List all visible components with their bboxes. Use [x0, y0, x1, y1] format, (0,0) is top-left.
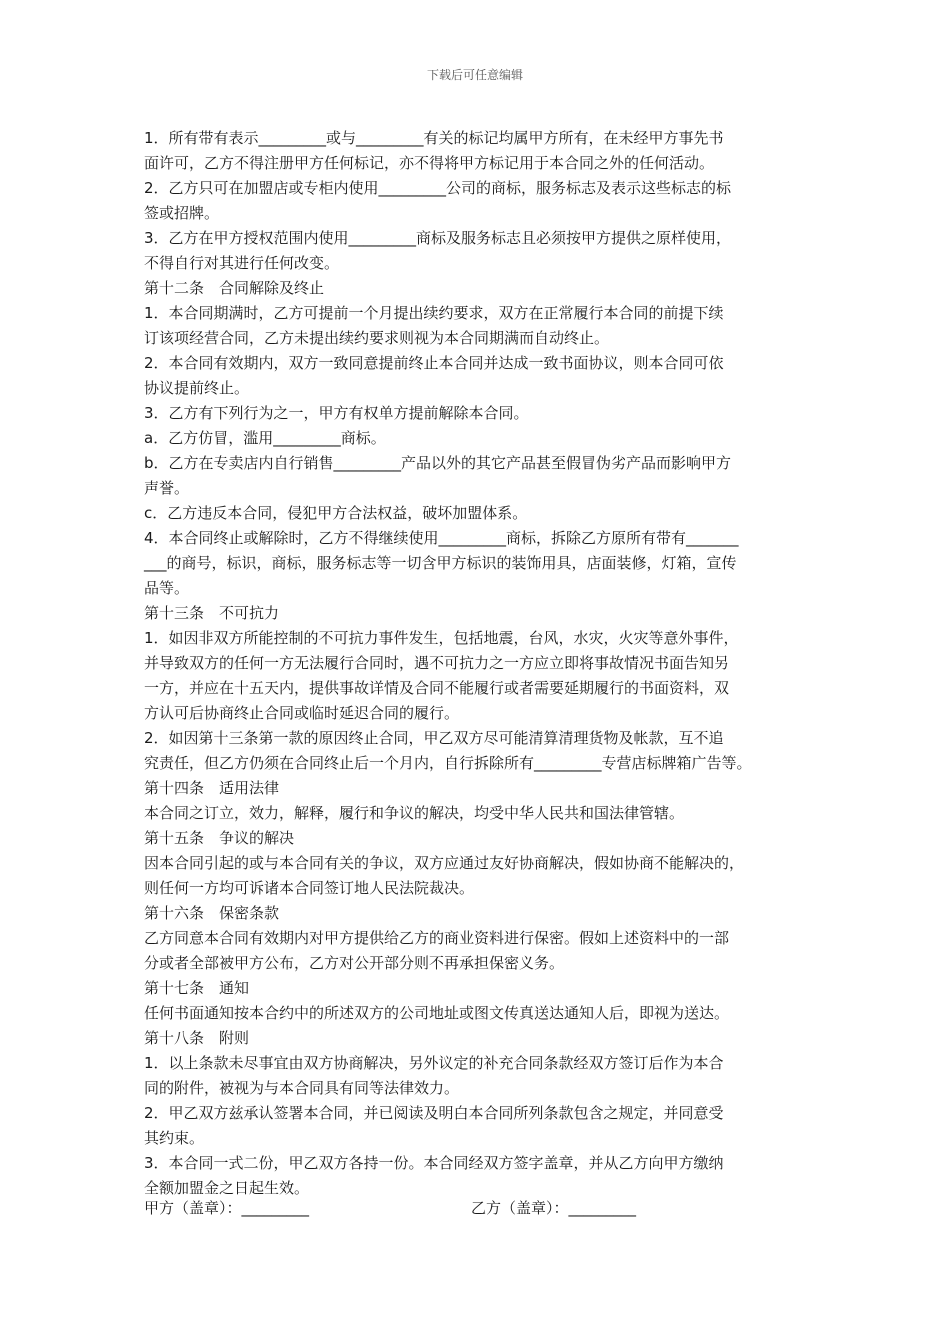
text-line: 4．本合同终止或解除时，乙方不得继续使用_________商标，拆除乙方原所有带有_______ — [144, 529, 739, 547]
text-line: 签或招牌。 — [144, 204, 220, 222]
text-line: 全额加盟金之日起生效。 — [144, 1179, 310, 1197]
text-line: 1．如因非双方所能控制的不可抗力事件发生，包括地震，台风，水灾，火灾等意外事件， — [144, 629, 739, 647]
section-heading: 第十二条 合同解除及终止 — [144, 279, 325, 297]
party-b-signature: 乙方（盖章）：_________ — [471, 1199, 637, 1217]
text-line: 订该项经营合同，乙方未提出续约要求则视为本合同期满而自动终止。 — [144, 329, 610, 347]
section-heading: 第十三条 不可抗力 — [144, 604, 280, 622]
section-heading: 第十七条 通知 — [144, 979, 250, 997]
section-heading: 第十五条 争议的解决 — [144, 829, 295, 847]
text-line: 2．甲乙双方兹承认签署本合同，并已阅读及明白本合同所列条款包含之规定，并同意受 — [144, 1104, 724, 1122]
signature-row — [144, 1196, 820, 1221]
text-line: 2．乙方只可在加盟店或专柜内使用_________公司的商标，服务标志及表示这些标志的标 — [144, 179, 732, 197]
text-line: ___的商号，标识，商标，服务标志等一切含甲方标识的装饰用具，店面装修，灯箱，宣传 — [144, 554, 737, 572]
text-line: 1．所有带有表示_________或与_________有关的标记均属甲方所有，在未经甲方事先书 — [144, 129, 724, 147]
text-line: 3．乙方有下列行为之一，甲方有权单方提前解除本合同。 — [144, 404, 529, 422]
text-line: 则任何一方均可诉诸本合同签订地人民法院裁决。 — [144, 879, 475, 897]
text-line: 1．以上条款未尽事宜由双方协商解决，另外议定的补充合同条款经双方签订后作为本合 — [144, 1054, 724, 1072]
section-heading: 第十六条 保密条款 — [144, 904, 280, 922]
text-line: 乙方同意本合同有效期内对甲方提供给乙方的商业资料进行保密。假如上述资料中的一部 — [144, 929, 730, 947]
text-line: 3．乙方在甲方授权范围内使用_________商标及服务标志且必须按甲方提供之原样使用， — [144, 229, 732, 247]
party-a-signature: 甲方（盖章）：_________ — [144, 1199, 310, 1217]
text-line: 方认可后协商终止合同或临时延迟合同的履行。 — [144, 704, 460, 722]
section-heading: 第十八条 附则 — [144, 1029, 250, 1047]
text-line: 因本合同引起的或与本合同有关的争议，双方应通过友好协商解决，假如协商不能解决的， — [144, 854, 745, 872]
text-line: 一方，并应在十五天内，提供事故详情及合同不能履行或者需要延期履行的书面资料，双 — [144, 679, 730, 697]
text-line: 3．本合同一式二份，甲乙双方各持一份。本合同经双方签字盖章，并从乙方向甲方缴纳 — [144, 1154, 724, 1172]
page-header-note: 下载后可任意编辑 — [426, 68, 523, 82]
text-line: 其约束。 — [144, 1129, 205, 1147]
text-line: 不得自行对其进行任何改变。 — [144, 254, 340, 272]
text-line: 2．如因第十三条第一款的原因终止合同，甲乙双方尽可能清算清理货物及帐款，互不追 — [144, 729, 724, 747]
section-heading: 第十四条 适用法律 — [144, 779, 280, 797]
text-line: 声誉。 — [144, 479, 190, 497]
text-line: 品等。 — [144, 579, 190, 597]
text-line: 任何书面通知按本合约中的所述双方的公司地址或图文传真送达通知人后，即视为送达。 — [144, 1004, 730, 1022]
text-line: 2．本合同有效期内，双方一致同意提前终止本合同并达成一致书面协议，则本合同可依 — [144, 354, 724, 372]
text-line: 并导致双方的任何一方无法履行合同时，遇不可抗力之一方应立即将事故情况书面告知另 — [144, 654, 730, 672]
text-line: 1．本合同期满时，乙方可提前一个月提出续约要求，双方在正常履行本合同的前提下续 — [144, 304, 724, 322]
text-line: 本合同之订立，效力，解释，履行和争议的解决，均受中华人民共和国法律管辖。 — [144, 804, 685, 822]
text-line: b．乙方在专卖店内自行销售_________产品以外的其它产品甚至假冒伪劣产品而影响甲方 — [144, 454, 732, 472]
text-line: 究责任，但乙方仍须在合同终止后一个月内，自行拆除所有_________专营店标牌箱广告等。 — [144, 754, 752, 772]
text-line: 面许可，乙方不得注册甲方任何标记，亦不得将甲方标记用于本合同之外的任何活动。 — [144, 154, 715, 172]
text-line: 分或者全部被甲方公布，乙方对公开部分则不再承担保密义务。 — [144, 954, 565, 972]
contract-body — [144, 126, 820, 1201]
text-line: 协议提前终止。 — [144, 379, 250, 397]
text-line: c．乙方违反本合同，侵犯甲方合法权益，破坏加盟体系。 — [144, 504, 528, 522]
text-line: 同的附件，被视为与本合同具有同等法律效力。 — [144, 1079, 460, 1097]
text-line: a．乙方仿冒，滥用_________商标。 — [144, 429, 386, 447]
